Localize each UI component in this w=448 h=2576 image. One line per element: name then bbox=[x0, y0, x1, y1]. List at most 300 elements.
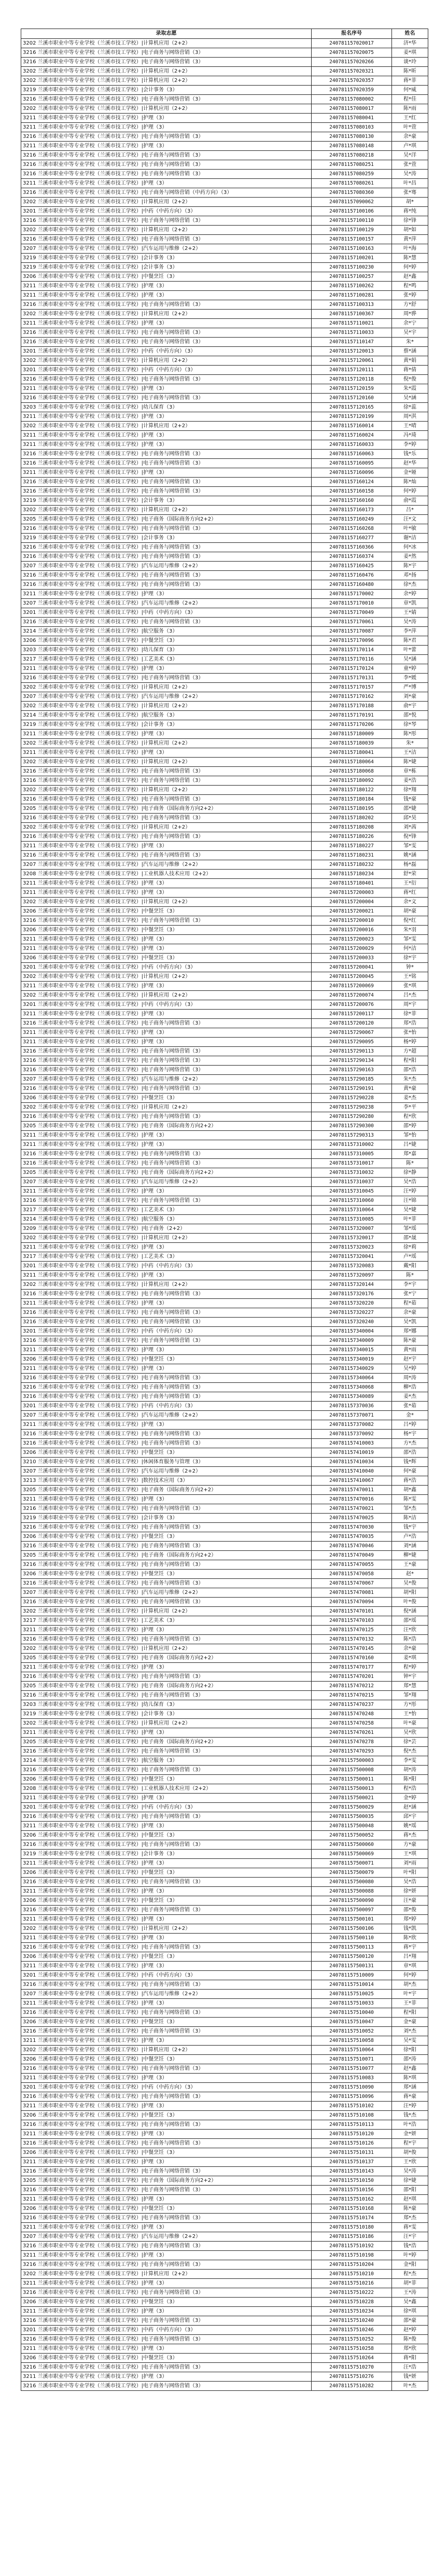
registration-number-cell: 240781157170114 bbox=[312, 646, 392, 655]
table-row bbox=[21, 2111, 428, 2120]
student-name-cell: 黄*娟 bbox=[392, 356, 428, 366]
registration-number-cell: 240781157290300 bbox=[312, 1122, 392, 1131]
registration-number-cell: 240781157470258 bbox=[312, 1719, 392, 1728]
table-row bbox=[21, 207, 428, 216]
student-name-cell: 赵*涵 bbox=[392, 1803, 428, 1812]
table-row bbox=[21, 1411, 428, 1420]
registration-number-cell: 240781157470177 bbox=[312, 1663, 392, 1672]
admission-choice-cell: 3209 兰溪市职业中等专业学校（兰溪市技工学校）|电子商务（2+2） bbox=[21, 1224, 312, 1234]
admission-choice-cell: 3211 兰溪市职业中等专业学校（兰溪市技工学校）|护理（3） bbox=[21, 1822, 312, 1831]
student-name-cell: 朱*霞 bbox=[392, 384, 428, 394]
registration-number-cell: 240781157410040 bbox=[312, 1467, 392, 1476]
registration-number-cell: 240781157310032 bbox=[312, 1168, 392, 1178]
student-name-cell: 杨*宇 bbox=[392, 1430, 428, 1439]
student-name-cell: 陈*俊 bbox=[392, 2335, 428, 2344]
student-name-cell: 陈*彤 bbox=[392, 730, 428, 739]
registration-number-cell: 240781157510071 bbox=[312, 2055, 392, 2064]
admission-choice-cell: 3211 兰溪市职业中等专业学校（兰溪市技工学校）|护理（3） bbox=[21, 590, 312, 599]
student-name-cell: 徐*琴 bbox=[392, 720, 428, 730]
registration-number-cell: 240781157510216 bbox=[312, 2279, 392, 2288]
table-row bbox=[21, 1318, 428, 1327]
registration-number-cell: 240781157510083 bbox=[312, 2074, 392, 2083]
admission-choice-cell: 3211 兰溪市职业中等专业学校（兰溪市技工学校）|护理（3） bbox=[21, 1346, 312, 1355]
table-row bbox=[21, 1514, 428, 1523]
admission-choice-cell: 3216 兰溪市职业中等专业学校（兰溪市技工学校）|电子商务与网络营销（3） bbox=[21, 767, 312, 776]
registration-number-cell: 240781157290238 bbox=[312, 1103, 392, 1112]
student-name-cell: 吕*婕 bbox=[392, 1140, 428, 1150]
admission-choice-cell: 3202 兰溪市职业中等专业学校（兰溪市技工学校）|计算机应用（2+2） bbox=[21, 1719, 312, 1728]
admission-choice-cell: 3211 兰溪市职业中等专业学校（兰溪市技工学校）|护理（3） bbox=[21, 2158, 312, 2167]
table-row bbox=[21, 1868, 428, 1878]
admission-choice-cell: 3216 兰溪市职业中等专业学校（兰溪市技工学校）|电子商务与网络营销（3） bbox=[21, 450, 312, 459]
registration-number-cell: 240781157500071 bbox=[312, 1859, 392, 1868]
student-name-cell: 刘*豪 bbox=[392, 692, 428, 702]
admission-choice-cell: 3216 兰溪市职业中等专业学校（兰溪市技工学校）|电子商务与网络营销（3） bbox=[21, 1504, 312, 1514]
registration-number-cell: 240781157200010 bbox=[312, 916, 392, 926]
admission-choice-cell: 3216 兰溪市职业中等专业学校（兰溪市技工学校）|电子商务与网络营销（3） bbox=[21, 2139, 312, 2148]
admission-list-page bbox=[21, 29, 428, 2391]
table-row bbox=[21, 795, 428, 804]
table-row bbox=[21, 674, 428, 683]
table-row bbox=[21, 2288, 428, 2298]
student-name-cell: 吴*婷 bbox=[392, 1364, 428, 1374]
admission-choice-cell: 3216 兰溪市职业中等专业学校（兰溪市技工学校）|电子商务与网络营销（3） bbox=[21, 1047, 312, 1056]
table-row bbox=[21, 916, 428, 926]
registration-number-cell: 240781157110147 bbox=[312, 338, 392, 347]
registration-number-cell: 240781157170124 bbox=[312, 664, 392, 674]
student-name-cell: 黄*豪 bbox=[392, 1084, 428, 1094]
student-name-cell: 蒋*纯 bbox=[392, 207, 428, 216]
table-row bbox=[21, 403, 428, 412]
registration-number-cell: 240781157510282 bbox=[312, 2382, 392, 2391]
admission-choice-cell: 3211 兰溪市职业中等专业学校（兰溪市技工学校）|护理（3） bbox=[21, 2036, 312, 2046]
student-name-cell: 黄*雨 bbox=[392, 1346, 428, 1355]
table-row bbox=[21, 1812, 428, 1822]
admission-choice-cell: 3216 兰溪市职业中等专业学校（兰溪市技工学校）|电子商务与网络营销（3） bbox=[21, 795, 312, 804]
student-name-cell: 刘*杰 bbox=[392, 2027, 428, 2036]
student-name-cell: 姜*杰 bbox=[392, 1094, 428, 1103]
admission-choice-cell: 3216 兰溪市职业中等专业学校（兰溪市技工学校）|电子商务与网络营销（3） bbox=[21, 1066, 312, 1075]
table-row bbox=[21, 1962, 428, 1971]
registration-number-cell: 240781157510064 bbox=[312, 2046, 392, 2055]
table-row bbox=[21, 1971, 428, 1980]
admission-choice-cell: 3219 兰溪市职业中等专业学校（兰溪市技工学校）|会计事务（3） bbox=[21, 1514, 312, 1523]
registration-number-cell: 240781157090062 bbox=[312, 198, 392, 207]
admission-choice-cell: 3211 兰溪市职业中等专业学校（兰溪市技工学校）|护理（3） bbox=[21, 2251, 312, 2260]
header-admission-choice: 录取志愿 bbox=[21, 29, 312, 39]
admission-choice-cell: 3211 兰溪市职业中等专业学校（兰溪市技工学校）|护理（3） bbox=[21, 1962, 312, 1971]
admission-choice-cell: 3211 兰溪市职业中等专业学校（兰溪市技工学校）|护理（3） bbox=[21, 142, 312, 151]
student-name-cell: 钱*杰 bbox=[392, 2111, 428, 2120]
registration-number-cell: 240781157410067 bbox=[312, 1476, 392, 1486]
registration-number-cell: 240781157510192 bbox=[312, 2242, 392, 2251]
registration-number-cell: 240781157510150 bbox=[312, 2176, 392, 2186]
registration-number-cell: 240781157200069 bbox=[312, 982, 392, 991]
admission-choice-cell: 3201 兰溪市职业中等专业学校（兰溪市技工学校）|中药（中药方向）（3） bbox=[21, 2083, 312, 2092]
registration-number-cell: 240781157320097 bbox=[312, 1271, 392, 1280]
table-row bbox=[21, 506, 428, 515]
registration-number-cell: 240781157120199 bbox=[312, 412, 392, 422]
student-name-cell: 叶*蕾 bbox=[392, 646, 428, 655]
admission-choice-cell: 3219 兰溪市职业中等专业学校（兰溪市技工学校）|会计事务（3） bbox=[21, 534, 312, 543]
admission-choice-cell: 3206 兰溪市职业中等专业学校（兰溪市技工学校）|中餐烹饪（3） bbox=[21, 636, 312, 646]
registration-number-cell: 240781157500110 bbox=[312, 1934, 392, 1943]
table-row bbox=[21, 2354, 428, 2363]
table-row bbox=[21, 2251, 428, 2260]
registration-number-cell: 240781157510258 bbox=[312, 2344, 392, 2354]
student-name-cell: 叶*婷 bbox=[392, 2251, 428, 2260]
registration-number-cell: 240781157500035 bbox=[312, 1812, 392, 1822]
registration-number-cell: 240781157100262 bbox=[312, 282, 392, 291]
table-row bbox=[21, 627, 428, 636]
student-name-cell: 程*欣 bbox=[392, 1112, 428, 1122]
table-row bbox=[21, 702, 428, 711]
student-name-cell: 姜*然 bbox=[392, 552, 428, 562]
admission-choice-cell: 3216 兰溪市职业中等专业学校（兰溪市技工学校）|电子商务与网络营销（3） bbox=[21, 300, 312, 310]
table-row bbox=[21, 2204, 428, 2214]
table-row bbox=[21, 300, 428, 310]
student-name-cell: 杨*磊 bbox=[392, 860, 428, 870]
student-name-cell: 吴*浩 bbox=[392, 1878, 428, 1887]
registration-number-cell: 240781157510204 bbox=[312, 2260, 392, 2270]
table-row bbox=[21, 272, 428, 282]
admission-choice-cell: 3216 兰溪市职业中等专业学校（兰溪市技工学校）|电子商务与网络营销（3） bbox=[21, 618, 312, 627]
registration-number-cell: 240781157180068 bbox=[312, 767, 392, 776]
admission-choice-cell: 3216 兰溪市职业中等专业学校（兰溪市技工学校）|电子商务与网络营销（3） bbox=[21, 1308, 312, 1318]
admission-choice-cell: 3211 兰溪市职业中等专业学校（兰溪市技工学校）|护理（3） bbox=[21, 1038, 312, 1047]
table-row bbox=[21, 767, 428, 776]
table-row bbox=[21, 2008, 428, 2018]
admission-choice-cell: 3216 兰溪市职业中等专业学校（兰溪市技工学校）|电子商务与网络营销（3） bbox=[21, 832, 312, 842]
admission-choice-cell: 3206 兰溪市职业中等专业学校（兰溪市技工学校）|中餐烹饪（3） bbox=[21, 1570, 312, 1579]
student-name-cell: 邵*俊 bbox=[392, 1906, 428, 1915]
student-name-cell: 蒋*阳 bbox=[392, 2354, 428, 2363]
admission-choice-cell: 3216 兰溪市职业中等专业学校（兰溪市技工学校）|电子商务与网络营销（3） bbox=[21, 170, 312, 179]
admission-choice-cell: 3219 兰溪市职业中等专业学校（兰溪市技工学校）|会计事务（3） bbox=[21, 720, 312, 730]
registration-number-cell: 240781157180232 bbox=[312, 860, 392, 870]
registration-number-cell: 240781157470067 bbox=[312, 1579, 392, 1588]
admission-choice-cell: 3211 兰溪市职业中等专业学校（兰溪市技工学校）|护理（3） bbox=[21, 2223, 312, 2232]
registration-number-cell: 240781157510137 bbox=[312, 2158, 392, 2167]
admission-choice-cell: 3207 兰溪市职业中等专业学校（兰溪市技工学校）|汽车运用与维修（2+2） bbox=[21, 1588, 312, 1598]
student-name-cell: 钱*豪 bbox=[392, 795, 428, 804]
admission-choice-cell: 3211 兰溪市职业中等专业学校（兰溪市技工学校）|护理（3） bbox=[21, 123, 312, 132]
registration-number-cell: 240781157500013 bbox=[312, 1784, 392, 1794]
student-name-cell: 邵*阳 bbox=[392, 2186, 428, 2195]
admission-choice-cell: 3214 兰溪市职业中等专业学校（兰溪市技工学校）|航空服务（3） bbox=[21, 1756, 312, 1766]
admission-choice-cell: 3206 兰溪市职业中等专业学校（兰溪市技工学校）|中餐烹饪（3） bbox=[21, 1448, 312, 1458]
table-row bbox=[21, 1047, 428, 1056]
admission-choice-cell: 3216 兰溪市职业中等专业学校（兰溪市技工学校）|电子商务与网络营销（3） bbox=[21, 1336, 312, 1346]
student-name-cell: 郑*嘉 bbox=[392, 1150, 428, 1159]
admission-choice-cell: 3216 兰溪市职业中等专业学校（兰溪市技工学校）|电子商务与网络营销（3） bbox=[21, 2008, 312, 2018]
table-row bbox=[21, 2186, 428, 2195]
table-row bbox=[21, 1038, 428, 1047]
registration-number-cell: 240781157100257 bbox=[312, 272, 392, 282]
admission-choice-cell: 3208 兰溪市职业中等专业学校（兰溪市技工学校）|工业机器人技术应用（2+2） bbox=[21, 1784, 312, 1794]
admission-choice-cell: 3205 兰溪市职业中等专业学校（兰溪市技工学校）|电子商务（国际商务方向2+2） bbox=[21, 1486, 312, 1495]
admission-choice-cell: 3216 兰溪市职业中等专业学校（兰溪市技工学校）|电子商务与网络营销（3） bbox=[21, 2242, 312, 2251]
table-row bbox=[21, 944, 428, 954]
table-row bbox=[21, 1896, 428, 1906]
admission-choice-cell: 3211 兰溪市职业中等专业学校（兰溪市技工学校）|护理（3） bbox=[21, 282, 312, 291]
table-row bbox=[21, 366, 428, 375]
registration-number-cell: 240781157510033 bbox=[312, 1999, 392, 2008]
registration-number-cell: 240781157470049 bbox=[312, 1551, 392, 1560]
admission-choice-cell: 3206 兰溪市职业中等专业学校（兰溪市技工学校）|中餐烹饪（3） bbox=[21, 2055, 312, 2064]
table-row bbox=[21, 664, 428, 674]
table-row bbox=[21, 1999, 428, 2008]
admission-choice-cell: 3202 兰溪市职业中等专业学校（兰溪市技工学校）|计算机应用（2+2） bbox=[21, 2046, 312, 2055]
registration-number-cell: 240781157110021 bbox=[312, 319, 392, 328]
registration-number-cell: 240781157510143 bbox=[312, 2167, 392, 2176]
admission-choice-cell: 3207 兰溪市职业中等专业学校（兰溪市技工学校）|汽车运用与维修（2+2） bbox=[21, 860, 312, 870]
student-name-cell: 陈*雨 bbox=[392, 104, 428, 114]
admission-choice-cell: 3216 兰溪市职业中等专业学校（兰溪市技工学校）|电子商务与网络营销（3） bbox=[21, 1439, 312, 1448]
student-name-cell: 钱*浩 bbox=[392, 2242, 428, 2251]
table-row bbox=[21, 1383, 428, 1392]
admission-choice-cell: 3211 兰溪市职业中等专业学校（兰溪市技工学校）|护理（3） bbox=[21, 1495, 312, 1504]
table-row bbox=[21, 1364, 428, 1374]
admission-choice-cell: 3216 兰溪市职业中等专业学校（兰溪市技工学校）|电子商务与网络营销（3） bbox=[21, 1672, 312, 1682]
registration-number-cell: 240781157020321 bbox=[312, 67, 392, 76]
student-name-cell: 程*浩 bbox=[392, 1784, 428, 1794]
table-row bbox=[21, 188, 428, 198]
registration-number-cell: 240781157370071 bbox=[312, 1411, 392, 1420]
student-name-cell: 胡*鑫 bbox=[392, 1486, 428, 1495]
student-name-cell: 郑*浩 bbox=[392, 1019, 428, 1028]
registration-number-cell: 240781157500101 bbox=[312, 1915, 392, 1924]
table-row bbox=[21, 1206, 428, 1215]
table-row bbox=[21, 655, 428, 664]
registration-number-cell: 240781157500097 bbox=[312, 1906, 392, 1915]
table-row bbox=[21, 478, 428, 487]
table-row bbox=[21, 1915, 428, 1924]
student-name-cell: 余*宁 bbox=[392, 319, 428, 328]
registration-number-cell: 240781157160173 bbox=[312, 506, 392, 515]
table-row bbox=[21, 412, 428, 422]
student-name-cell: 李*媛 bbox=[392, 674, 428, 683]
student-name-cell: 程*佳 bbox=[392, 95, 428, 104]
student-name-cell: 余*婷 bbox=[392, 590, 428, 599]
student-name-cell: 邱*昊 bbox=[392, 814, 428, 823]
admission-choice-cell: 3211 兰溪市职业中等专业学校（兰溪市技工学校）|护理（3） bbox=[21, 2195, 312, 2204]
admission-choice-cell: 3217 兰溪市职业中等专业学校（兰溪市技工学校）|工艺美术（3） bbox=[21, 655, 312, 664]
table-row bbox=[21, 963, 428, 972]
registration-number-cell: 240781157370036 bbox=[312, 1402, 392, 1411]
admission-choice-cell: 3219 兰溪市职业中等专业学校（兰溪市技工学校）|会计事务（3） bbox=[21, 263, 312, 272]
table-row bbox=[21, 1140, 428, 1150]
admission-choice-cell: 3207 兰溪市职业中等专业学校（兰溪市技工学校）|汽车运用与维修（2+2） bbox=[21, 1467, 312, 1476]
table-row bbox=[21, 1784, 428, 1794]
admission-choice-cell: 3210 兰溪市职业中等专业学校（兰溪市技工学校）|休闲体育服务与管理（3） bbox=[21, 1458, 312, 1467]
registration-number-cell: 240781157470215 bbox=[312, 1691, 392, 1700]
student-name-cell: 卢*琪 bbox=[392, 142, 428, 151]
student-name-cell: 金*阳 bbox=[392, 2260, 428, 2270]
table-row bbox=[21, 142, 428, 151]
student-name-cell: 何*婷 bbox=[392, 487, 428, 496]
admission-choice-cell: 3216 兰溪市职业中等专业学校（兰溪市技工学校）|电子商务与网络营销（3） bbox=[21, 1150, 312, 1159]
registration-number-cell: 240781157290228 bbox=[312, 1094, 392, 1103]
registration-number-cell: 240781157100157 bbox=[312, 235, 392, 244]
registration-number-cell: 240781157160096 bbox=[312, 468, 392, 478]
registration-number-cell: 240781157100163 bbox=[312, 244, 392, 254]
table-row bbox=[21, 543, 428, 552]
registration-number-cell: 240781157510186 bbox=[312, 2232, 392, 2242]
student-name-cell: 金*娅 bbox=[392, 468, 428, 478]
student-name-cell: 王*婧 bbox=[392, 608, 428, 618]
table-row bbox=[21, 132, 428, 142]
table-row bbox=[21, 2055, 428, 2064]
admission-choice-cell: 3214 兰溪市职业中等专业学校（兰溪市技工学校）|航空服务（3） bbox=[21, 711, 312, 720]
table-row bbox=[21, 2120, 428, 2130]
table-row bbox=[21, 1476, 428, 1486]
registration-number-cell: 240781157470145 bbox=[312, 1644, 392, 1654]
table-row bbox=[21, 2372, 428, 2382]
admission-choice-cell: 3216 兰溪市职业中等专业学校（兰溪市技工学校）|电子商务与网络营销（3） bbox=[21, 1374, 312, 1383]
student-name-cell: 邱*宇 bbox=[392, 1812, 428, 1822]
table-row bbox=[21, 2074, 428, 2083]
registration-number-cell: 240781157500131 bbox=[312, 1962, 392, 1971]
admission-choice-cell: 3216 兰溪市职业中等专业学校（兰溪市技工学校）|电子商务与网络营销（3） bbox=[21, 2382, 312, 2391]
admission-choice-cell: 3201 兰溪市职业中等专业学校（兰溪市技工学校）|中药（中药方向）（3） bbox=[21, 1000, 312, 1010]
table-row bbox=[21, 1943, 428, 1952]
registration-number-cell: 240781157160124 bbox=[312, 478, 392, 487]
student-name-cell: 邵*浩 bbox=[392, 1448, 428, 1458]
table-row bbox=[21, 2018, 428, 2027]
student-name-cell: 刘*雨 bbox=[392, 1859, 428, 1868]
table-row bbox=[21, 823, 428, 832]
admission-choice-cell: 3201 兰溪市职业中等专业学校（兰溪市技工学校）|中药（中药方向）（3） bbox=[21, 1262, 312, 1271]
table-row bbox=[21, 571, 428, 580]
registration-number-cell: 240781157200016 bbox=[312, 926, 392, 935]
student-name-cell: 谢*洁 bbox=[392, 534, 428, 543]
registration-number-cell: 240781157160476 bbox=[312, 571, 392, 580]
table-row bbox=[21, 1504, 428, 1514]
student-name-cell: 钟*宇 bbox=[392, 1672, 428, 1682]
admission-choice-cell: 3216 兰溪市职业中等专业学校（兰溪市技工学校）|电子商务与网络营销（3） bbox=[21, 1523, 312, 1532]
registration-number-cell: 240781157170162 bbox=[312, 692, 392, 702]
student-name-cell: 严*博 bbox=[392, 683, 428, 692]
registration-number-cell: 240781157510252 bbox=[312, 2335, 392, 2344]
table-row bbox=[21, 739, 428, 748]
table-row bbox=[21, 1738, 428, 1747]
admission-choice-cell: 3216 兰溪市职业中等专业学校（兰溪市技工学校）|电子商务与网络营销（3） bbox=[21, 1812, 312, 1822]
student-name-cell: 徐*芸 bbox=[392, 1738, 428, 1747]
table-row bbox=[21, 515, 428, 524]
student-name-cell: 章*栋 bbox=[392, 767, 428, 776]
student-name-cell: 赵* bbox=[392, 1570, 428, 1579]
table-body bbox=[21, 39, 428, 2391]
student-name-cell: 黄*萍 bbox=[392, 235, 428, 244]
admission-choice-cell: 3206 兰溪市职业中等专业学校（兰溪市技工学校）|中餐烹饪（3） bbox=[21, 954, 312, 963]
admission-choice-cell: 3211 兰溪市职业中等专业学校（兰溪市技工学校）|护理（3） bbox=[21, 730, 312, 739]
table-row bbox=[21, 1934, 428, 1943]
registration-number-cell: 240781157510025 bbox=[312, 1990, 392, 1999]
registration-number-cell: 240781157470055 bbox=[312, 1560, 392, 1570]
admission-table bbox=[21, 29, 428, 2391]
registration-number-cell: 240781157180227 bbox=[312, 842, 392, 851]
registration-number-cell: 240781157120111 bbox=[312, 366, 392, 375]
registration-number-cell: 240781157120061 bbox=[312, 356, 392, 366]
table-row bbox=[21, 898, 428, 907]
admission-choice-cell: 3206 兰溪市职业中等专业学校（兰溪市技工学校）|中餐烹饪（3） bbox=[21, 1775, 312, 1784]
table-row bbox=[21, 347, 428, 356]
admission-choice-cell: 3202 兰溪市职业中等专业学校（兰溪市技工学校）|计算机应用（2+2） bbox=[21, 898, 312, 907]
student-name-cell: 陈*雯 bbox=[392, 1495, 428, 1504]
student-name-cell: 徐*锋 bbox=[392, 216, 428, 226]
admission-choice-cell: 3216 兰溪市职业中等专业学校（兰溪市技工学校）|电子商务与网络营销（3） bbox=[21, 1766, 312, 1775]
student-name-cell: 周*涛 bbox=[392, 1374, 428, 1383]
table-row bbox=[21, 832, 428, 842]
registration-number-cell: 240781157320220 bbox=[312, 1299, 392, 1308]
student-name-cell: 邵*瑶 bbox=[392, 1616, 428, 1626]
registration-number-cell: 240781157500029 bbox=[312, 1803, 392, 1812]
admission-choice-cell: 3216 兰溪市职业中等专业学校（兰溪市技工学校）|电子商务与网络营销（3） bbox=[21, 58, 312, 67]
admission-choice-cell: 3211 兰溪市职业中等专业学校（兰溪市技工学校）|护理（3） bbox=[21, 1364, 312, 1374]
registration-number-cell: 240781157200004 bbox=[312, 898, 392, 907]
admission-choice-cell: 3201 兰溪市职业中等专业学校（兰溪市技工学校）|中药（中药方向）（3） bbox=[21, 608, 312, 618]
table-row bbox=[21, 1327, 428, 1336]
table-row bbox=[21, 608, 428, 618]
registration-number-cell: 240781157080360 bbox=[312, 188, 392, 198]
registration-number-cell: 240781157510246 bbox=[312, 2326, 392, 2335]
admission-choice-cell: 3211 兰溪市职业中等专业学校（兰溪市技工学校）|护理（3） bbox=[21, 944, 312, 954]
table-row bbox=[21, 1262, 428, 1271]
admission-choice-cell: 3202 兰溪市职业中等专业学校（兰溪市技工学校）|计算机应用（2+2） bbox=[21, 1924, 312, 1934]
student-name-cell: 姚*瑶 bbox=[392, 1822, 428, 1831]
registration-number-cell: 240781157170191 bbox=[312, 711, 392, 720]
admission-choice-cell: 3206 兰溪市职业中等专业学校（兰溪市技工学校）|中餐烹饪（3） bbox=[21, 2298, 312, 2307]
table-row bbox=[21, 2344, 428, 2354]
table-row bbox=[21, 1822, 428, 1831]
admission-choice-cell: 3216 兰溪市职业中等专业学校（兰溪市技工学校）|电子商务与网络营销（3） bbox=[21, 851, 312, 860]
table-row bbox=[21, 1682, 428, 1691]
registration-number-cell: 240781157510174 bbox=[312, 2214, 392, 2223]
table-row bbox=[21, 935, 428, 944]
student-name-cell: 邵*涛 bbox=[392, 2055, 428, 2064]
student-name-cell: 李*萍 bbox=[392, 627, 428, 636]
admission-choice-cell: 3211 兰溪市职业中等专业学校（兰溪市技工学校）|护理（3） bbox=[21, 2279, 312, 2288]
registration-number-cell: 240781157500088 bbox=[312, 1887, 392, 1896]
admission-choice-cell: 3211 兰溪市职业中等专业学校（兰溪市技工学校）|护理（3） bbox=[21, 1271, 312, 1280]
student-name-cell: 周*淇 bbox=[392, 412, 428, 422]
student-name-cell: 郑*欣 bbox=[392, 2344, 428, 2354]
admission-choice-cell: 3216 兰溪市职业中等专业学校（兰溪市技工学校）|电子商务与网络营销（3） bbox=[21, 1318, 312, 1327]
registration-number-cell: 240781157410019 bbox=[312, 1448, 392, 1458]
student-name-cell: 吴*涵 bbox=[392, 394, 428, 403]
student-name-cell: 胡*阳 bbox=[392, 1588, 428, 1598]
student-name-cell: 郑*涵 bbox=[392, 2083, 428, 2092]
registration-number-cell: 240781157310060 bbox=[312, 1196, 392, 1206]
student-name-cell: 胡*豪 bbox=[392, 907, 428, 916]
registration-number-cell: 240781157080002 bbox=[312, 95, 392, 104]
registration-number-cell: 240781157290095 bbox=[312, 1038, 392, 1047]
table-row bbox=[21, 1402, 428, 1411]
admission-choice-cell: 3216 兰溪市职业中等专业学校（兰溪市技工学校）|电子商务与网络营销（3） bbox=[21, 776, 312, 786]
student-name-cell: 程*茹 bbox=[392, 1299, 428, 1308]
student-name-cell: 赵*鑫 bbox=[392, 2064, 428, 2074]
admission-choice-cell: 3202 兰溪市职业中等专业学校（兰溪市技工学校）|计算机应用（2+2） bbox=[21, 104, 312, 114]
registration-number-cell: 240781157510096 bbox=[312, 2092, 392, 2102]
student-name-cell: 叶*浩 bbox=[392, 2120, 428, 2130]
admission-choice-cell: 3211 兰溪市职业中等专业学校（兰溪市技工学校）|护理（3） bbox=[21, 1131, 312, 1140]
table-row bbox=[21, 2232, 428, 2242]
admission-choice-cell: 3216 兰溪市职业中等专业学校（兰溪市技工学校）|电子商务与网络营销（3） bbox=[21, 1383, 312, 1392]
registration-number-cell: 240781157510113 bbox=[312, 2120, 392, 2130]
admission-choice-cell: 3211 兰溪市职业中等专业学校（兰溪市技工学校）|护理（3） bbox=[21, 440, 312, 450]
student-name-cell: 陈*琪 bbox=[392, 2074, 428, 2083]
